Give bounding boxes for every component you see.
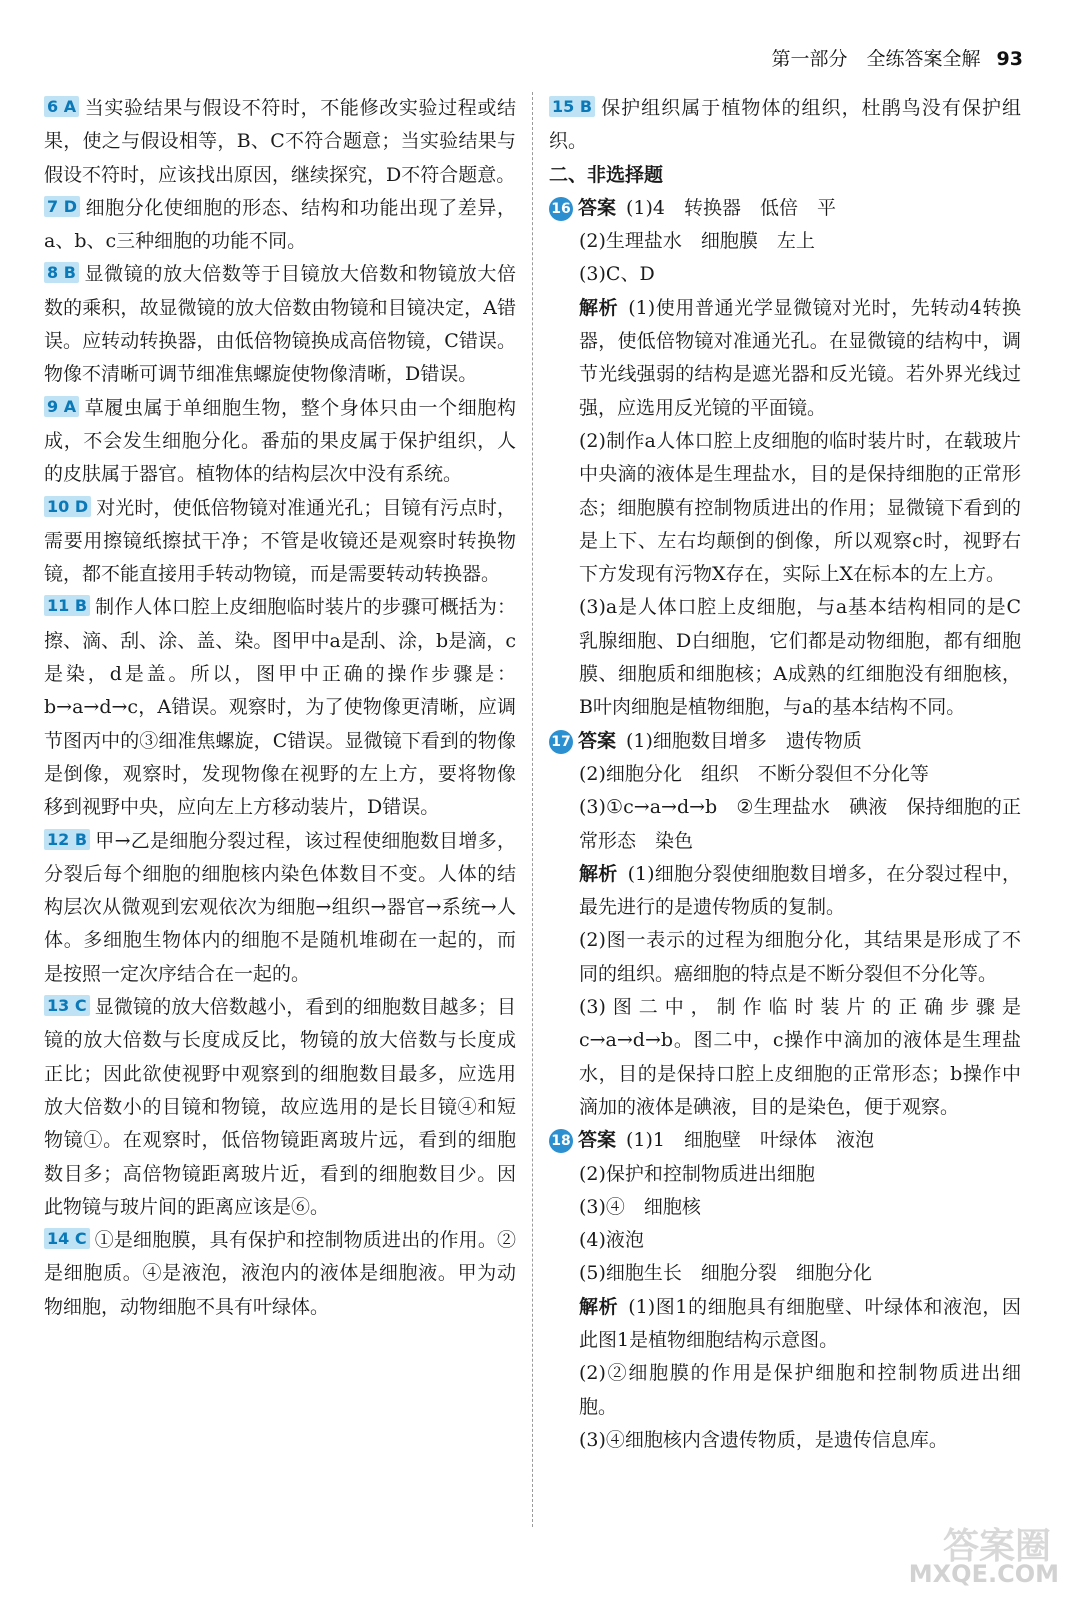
- question-number: 16: [549, 197, 573, 221]
- analysis-paragraph: (2)图一表示的过程为细胞分化，其结果是形成了不同的组织。癌细胞的特点是不断分裂但不分化等。: [579, 929, 1021, 985]
- column-divider: [532, 92, 533, 1527]
- question-badge: 13 C: [44, 995, 90, 1016]
- q18-answer: [549, 1124, 1021, 1157]
- q16-answer: [549, 192, 1021, 225]
- answer-item: [44, 991, 516, 1224]
- analysis-text: (1)细胞分裂使细胞数目增多，在分裂过程中，最先进行的是遗传物质的复制。: [579, 862, 1021, 919]
- answer-item: [44, 192, 516, 259]
- answer-tag: 答案: [578, 196, 617, 219]
- answer-text: 保护组织属于植物体的组织，杜鹃鸟没有保护组织。: [549, 97, 1021, 153]
- question-badge: 9 A: [44, 396, 79, 417]
- analysis-paragraph: (3)图二中，制作临时装片的正确步骤是c→a→d→b。图二中，c操作中滴加的液体是生理盐水，目的是保持口腔上皮细胞的正常形态；b操作中滴加的液体是碘液，目的是染色，便于观察。: [579, 996, 1021, 1118]
- answer-tag: 答案: [578, 1129, 617, 1152]
- answer-line: (3)④ 细胞核: [579, 1195, 701, 1218]
- question-badge: 8 B: [44, 262, 79, 283]
- page-number: 93: [996, 48, 1023, 70]
- answer-line: (2)细胞分化 组织 不断分裂但不分化等: [579, 762, 929, 785]
- answer-tag: 答案: [578, 729, 617, 752]
- analysis-paragraph: (3)④细胞核内含遗传物质，是遗传信息库。: [579, 1428, 948, 1451]
- page-header: [772, 44, 1023, 71]
- answer-item: [44, 258, 516, 391]
- analysis-tag: 解析: [579, 862, 618, 885]
- analysis-paragraph: (3)a是人体口腔上皮细胞，与a基本结构相同的是C乳腺细胞、D白细胞，它们都是动物细胞，都有细胞膜、细胞质和细胞核；A成熟的红细胞没有细胞核，B叶肉细胞是植物细胞，与a的基本结构不同。: [579, 596, 1021, 719]
- question-badge: 12 B: [44, 829, 90, 850]
- analysis: [549, 292, 1021, 425]
- analysis-text: (1)图1的细胞具有细胞壁、叶绿体和液泡，因此图1是植物细胞结构示意图。: [579, 1295, 1021, 1351]
- answer-text: 显微镜的放大倍数等于目镜放大倍数和物镜放大倍数的乘积，故显微镜的放大倍数由物镜和目镜决定，A错误。应转动转换器，由低倍物镜换成高倍物镜，C错误。物像不清晰可调节细准焦螺旋使物像清晰，D错误。: [44, 263, 516, 386]
- answer-line: (2)保护和控制物质进出细胞: [579, 1162, 815, 1185]
- question-number: 17: [549, 730, 573, 754]
- q17-answer: [549, 725, 1021, 758]
- question-number: 18: [549, 1129, 573, 1153]
- answer-line: (2)生理盐水 细胞膜 左上: [579, 230, 815, 253]
- answer-text: (1)1 细胞壁 叶绿体 液泡: [626, 1129, 875, 1152]
- analysis-tag: 解析: [579, 296, 619, 319]
- answer-text: (1)细胞数目增多 遗传物质: [626, 729, 862, 752]
- answer-text: 对光时，使低倍物镜对准通光孔；目镜有污点时，需要用擦镜纸擦拭干净；不管是收镜还是观察时转换物镜，都不能直接用手转动物镜，而是需要转动转换器。: [44, 496, 516, 586]
- answer-text: 细胞分化使细胞的形态、结构和功能出现了差异，a、b、c三种细胞的功能不同。: [44, 196, 516, 253]
- answer-item: [44, 392, 516, 492]
- right-column: [549, 92, 1021, 1457]
- answer-item: [44, 1224, 516, 1324]
- answer-line: (3)C、D: [579, 263, 655, 286]
- question-badge: 14 C: [44, 1228, 90, 1249]
- answer-text: 草履虫属于单细胞生物，整个身体只由一个细胞构成，不会发生细胞分化。番茄的果皮属于保护组织，人的皮肤属于器官。植物体的结构层次中没有系统。: [44, 396, 516, 486]
- watermark-text: 答案圈: [942, 1526, 1051, 1567]
- watermark-url: MXQE.COM: [908, 1560, 1059, 1588]
- analysis: [549, 858, 1021, 925]
- answer-text: 甲→乙是细胞分裂过程，该过程使细胞数目增多，分裂后每个细胞的细胞核内染色体数目不变。人体的结构层次从微观到宏观依次为细胞→组织→器官→系统→人体。多细胞生物体内的细胞不是随机堆砌在一起的，而是按照一定次序结合在一起的。: [44, 829, 516, 985]
- answer-item: [44, 591, 516, 824]
- answer-line: (5)细胞生长 细胞分裂 细胞分化: [579, 1262, 872, 1285]
- answer-text: ①是细胞膜，具有保护和控制物质进出的作用。②是细胞质。④是液泡，液泡内的液体是细胞液。甲为动物细胞，动物细胞不具有叶绿体。: [44, 1229, 516, 1318]
- answer-line: (3)①c→a→d→b ②生理盐水 碘液 保持细胞的正常形态 染色: [579, 796, 1021, 852]
- question-badge: 11 B: [44, 595, 90, 616]
- answer-text: 显微镜的放大倍数越小，看到的细胞数目越多；目镜的放大倍数与长度成反比，物镜的放大倍数与长度成正比；因此欲使视野中观察到的细胞数目最多，应选用放大倍数小的目镜和物镜，故应选用的是长目镜④和短物镜①。在观察时，低倍物镜距离玻片远，看到的细胞数目多；高倍物镜距离玻片近，看到的细胞数目少。因此物镜与玻片间的距离应该是⑥。: [44, 996, 516, 1218]
- analysis-tag: 解析: [579, 1295, 619, 1318]
- section-heading: 二、非选择题: [549, 163, 664, 186]
- watermark-logo: [879, 1518, 1059, 1588]
- question-badge: 6 A: [44, 96, 79, 117]
- answer-item: [44, 825, 516, 991]
- answer-text: 当实验结果与假设不符时，不能修改实验过程或结果，使之与假设相等，B、C不符合题意；当实验结果与假设不符时，应该找出原因，继续探究，D不符合题意。: [44, 97, 516, 186]
- answer-text: 制作人体口腔上皮细胞临时装片的步骤可概括为：擦、滴、刮、涂、盖、染。图甲中a是刮、涂，b是滴，c是染，d是盖。所以，图甲中正确的操作步骤是：b→a→d→c，A错误。观察时，为了使物像更清晰，应调节图丙中的③细准焦螺旋，C错误。显微镜下看到的物像是倒像，观察时，发现物像在视野的左上方，要将物像移到视野中央，应向左上方移动装片，D错误。: [44, 596, 516, 819]
- analysis-text: (1)使用普通光学显微镜对光时，先转动4转换器，使低倍物镜对准通光孔。在显微镜的结构中，调节光线强弱的结构是遮光器和反光镜。若外界光线过强，应选用反光镜的平面镜。: [579, 296, 1021, 419]
- answer-text: (1)4 转换器 低倍 平: [626, 196, 837, 219]
- analysis-paragraph: (2)制作a人体口腔上皮细胞的临时装片时，在载玻片中央滴的液体是生理盐水，目的是保持细胞的正常形态；细胞膜有控制物质进出的作用；显微镜下看到的是上下、左右均颠倒的倒像，所以观察c时，视野右下方发现有污物X存在，实际上X在标本的左上方。: [579, 429, 1021, 586]
- answer-item: [44, 92, 516, 192]
- header-title: 第一部分 全练答案全解: [771, 48, 981, 70]
- question-badge: 10 D: [44, 496, 91, 517]
- question-badge: 15 B: [549, 96, 595, 117]
- answer-line: (4)液泡: [579, 1229, 644, 1252]
- question-badge: 7 D: [44, 196, 80, 217]
- answer-item: [44, 492, 516, 592]
- analysis-paragraph: (2)②细胞膜的作用是保护细胞和控制物质进出细胞。: [579, 1362, 1021, 1418]
- analysis: [549, 1291, 1021, 1358]
- left-column: [44, 92, 516, 1324]
- answer-item: [549, 92, 1021, 159]
